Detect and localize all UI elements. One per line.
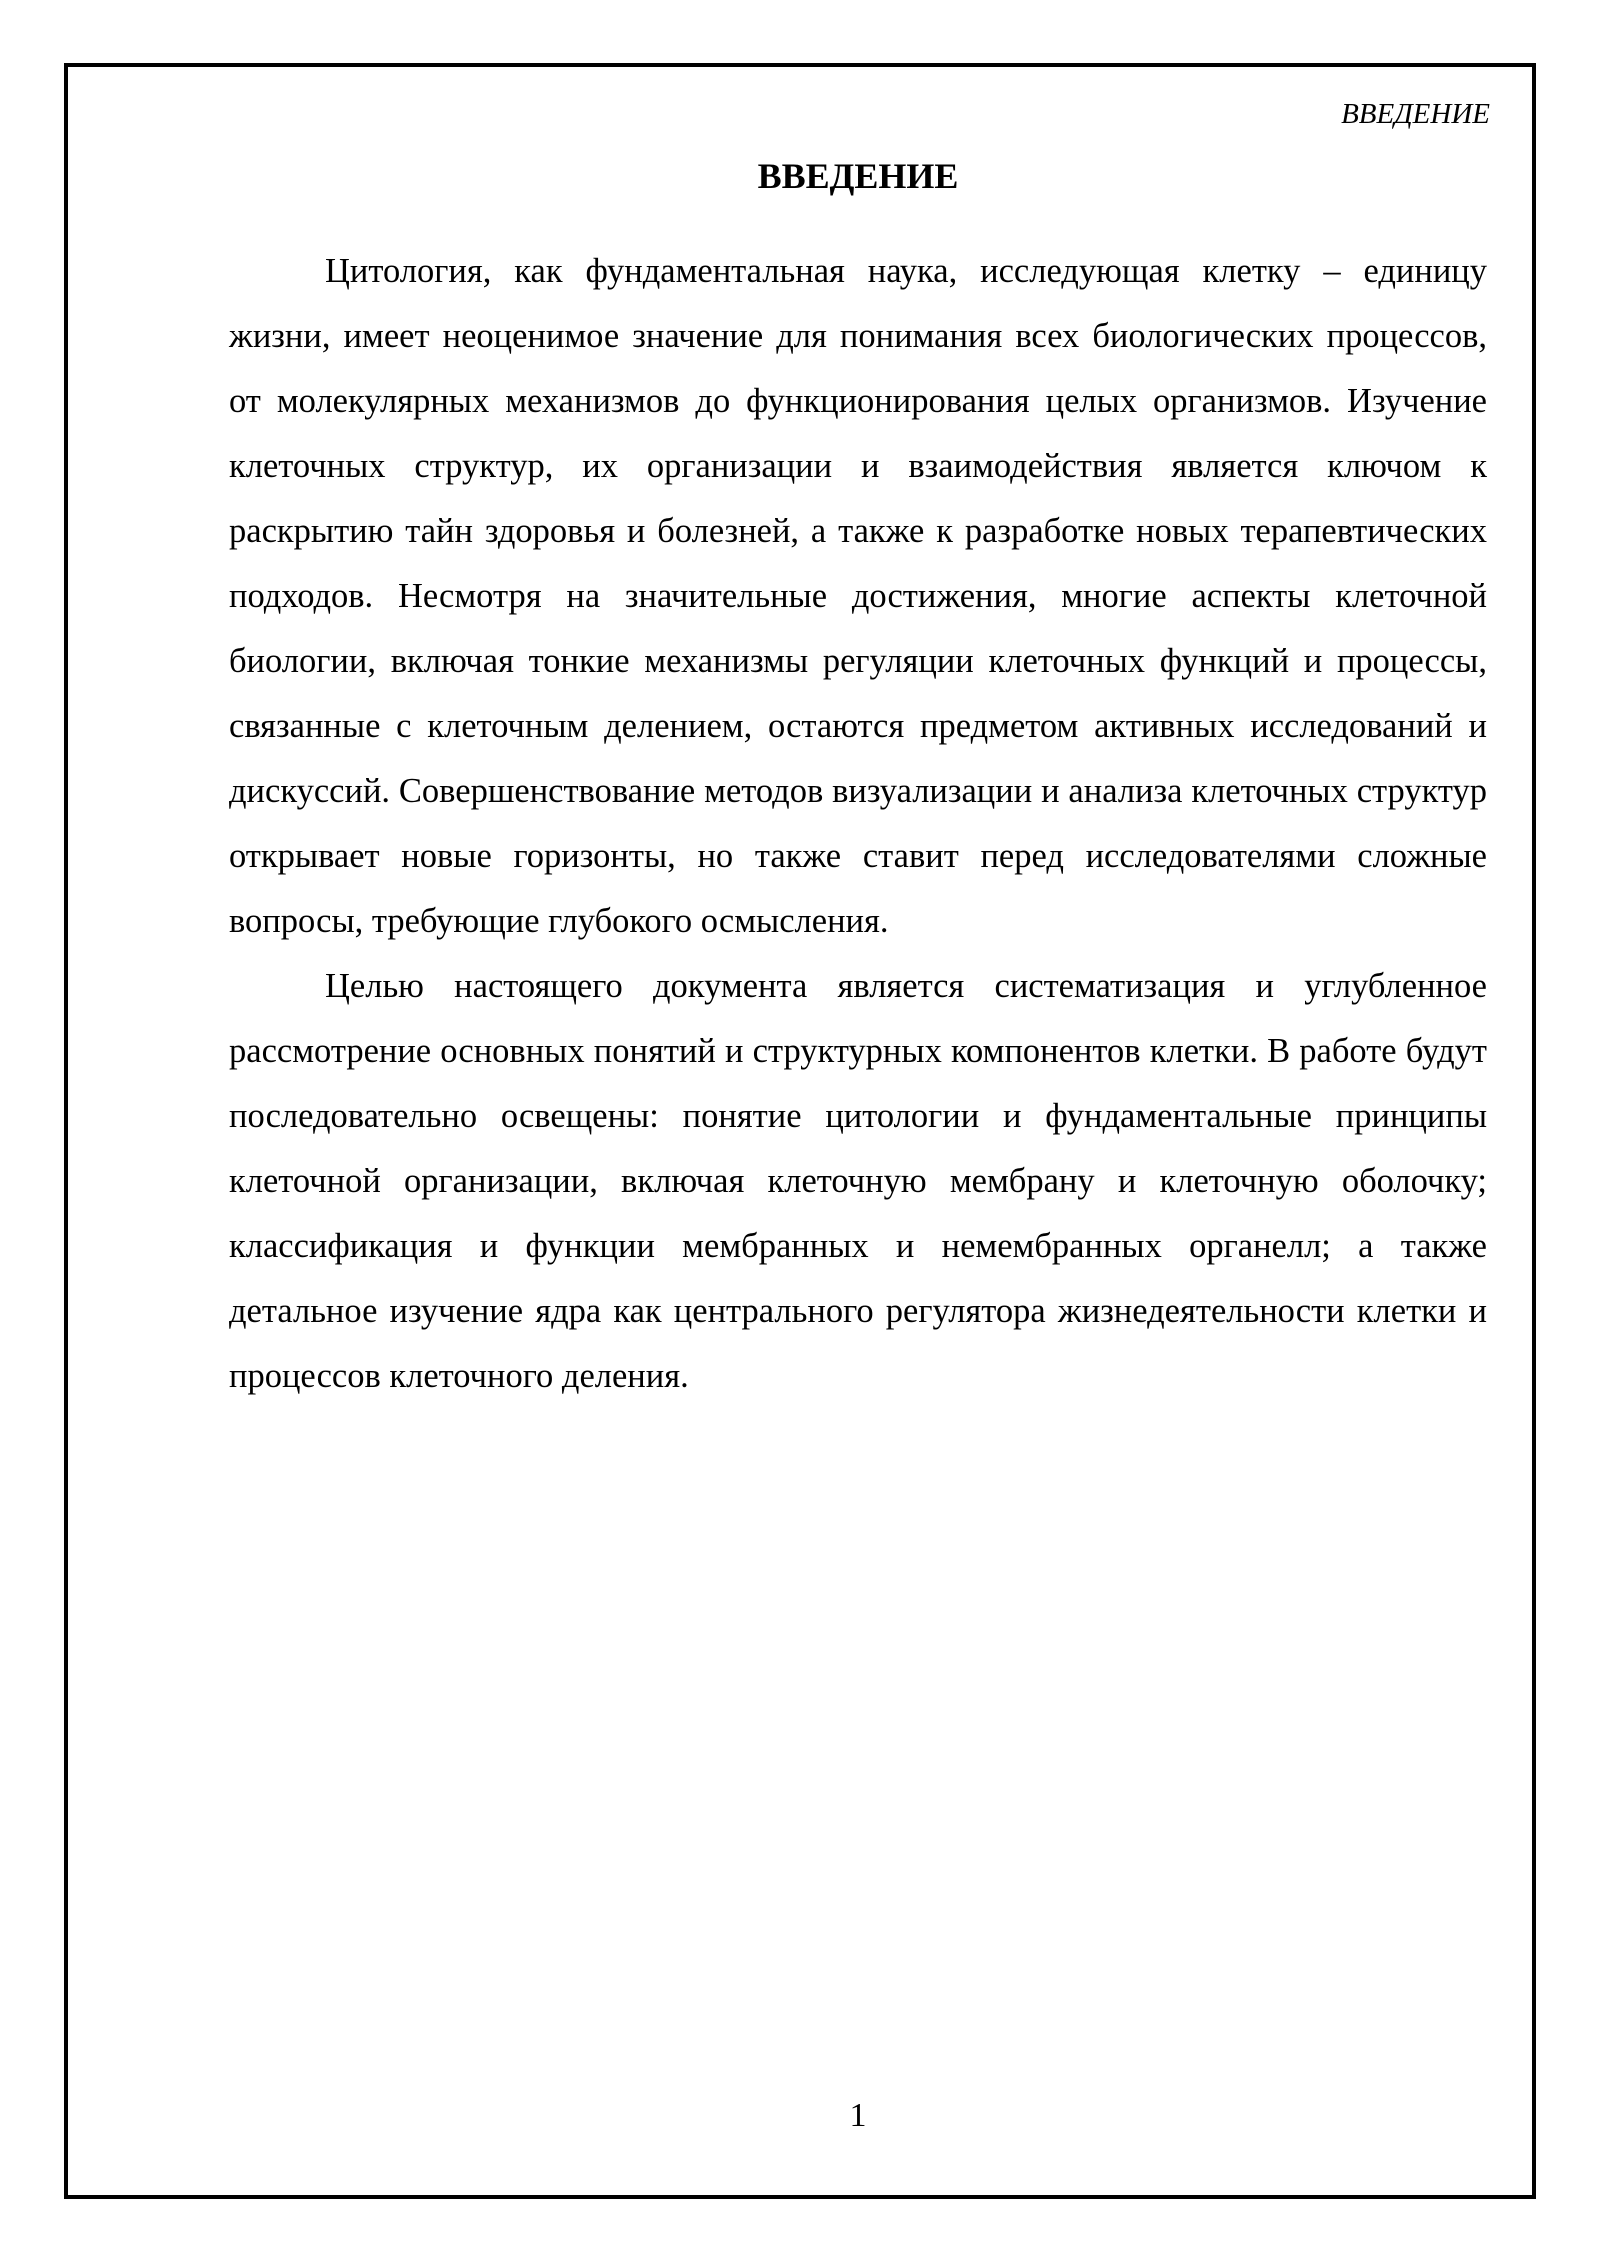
paragraph-1: Цитология, как фундаментальная наука, исследующая клетку – единицу жизни, имеет неоценимое значение для понимания всех биологических процессов, от молекулярных механизмов до функционирования целых организмов. Изучение клеточных структур, их организации и взаимодействия является ключом к раскрытию тайн здоровья и болезней, а также к разработке новых терапевтических подходов. Несмотря на значительные достижения, многие аспекты клеточной биологии, включая тонкие механизмы регуляции клеточных функций и процессы, связанные с клеточным делением, остаются предметом активных исследований и дискуссий. Совершенствование методов визуализации и анализа клеточных структур открывает новые горизонты, но также ставит перед исследователями сложные вопросы, требующие глубокого осмысления. [229, 252, 1487, 940]
body-text [229, 239, 1487, 1409]
page-title: ВВЕДЕНИЕ [757, 156, 959, 196]
running-header: ВВЕДЕНИЕ [1341, 98, 1490, 130]
paragraph-2: Целью настоящего документа является систематизация и углубленное рассмотрение основных понятий и структурных компонентов клетки. В работе будут последовательно освещены: понятие цитологии и фундаментальные принципы клеточной организации, включая клеточную мембрану и клеточную оболочку; классификация и функции мембранных и немембранных органелл; а также детальное изучение ядра как центрального регулятора жизнедеятельности клетки и процессов клеточного деления. [229, 967, 1487, 1395]
page-number: 1 [849, 2097, 867, 2134]
